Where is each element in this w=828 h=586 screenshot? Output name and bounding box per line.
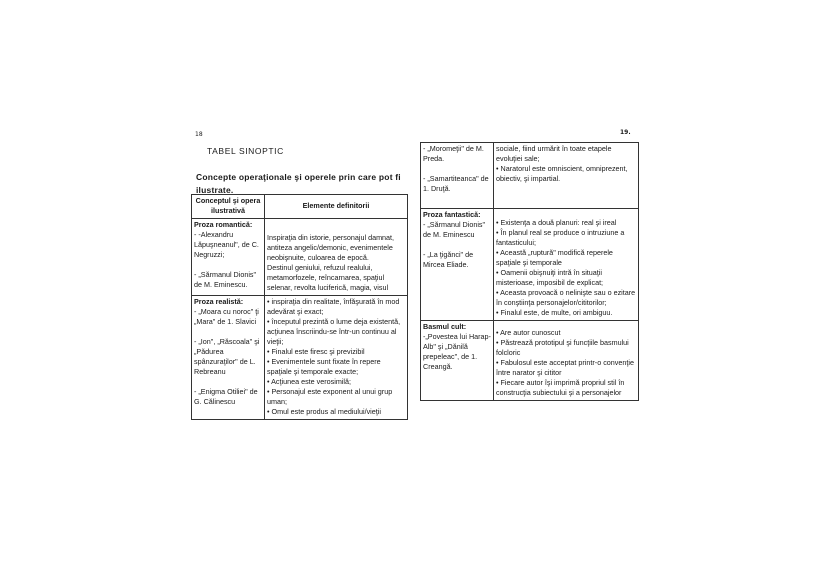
right-synoptic-table: [420, 142, 639, 401]
table-row-fantastic: [421, 209, 639, 321]
spacer: [267, 220, 405, 233]
element-item: • Finalul este, de multe, ori ambiguu.: [496, 308, 613, 317]
left-synoptic-table: [191, 194, 408, 420]
table-row-realist-continued: [421, 143, 639, 209]
work-item: - „Moromeţii" de M. Preda.: [423, 144, 484, 163]
concept-cell: [421, 209, 494, 321]
element-item: Destinul geniului, refuzul realului, metamorfozele, reîncarnarea, spaţiul selenar, revolta luciferică, magia, visul: [267, 263, 389, 292]
element-item: • Fiecare autor îşi imprimă propriul stil în construcţia subiectului şi a personajelor: [496, 378, 625, 397]
work-item: - „Sărmanul Dionis" de M. Eminescu.: [194, 270, 257, 289]
element-item: • începutul prezintă o lume deja existentă, acţiunea înscriindu-se într-un continuu al vieţii;: [267, 317, 401, 346]
table-row-realist: [192, 296, 408, 420]
work-item: - „La ţigănci" de Mircea Eliade.: [423, 250, 474, 269]
spacer: [496, 210, 636, 218]
table-row-fairytale: [421, 321, 639, 401]
concept-cell: [192, 219, 265, 296]
page-title: TABEL SINOPTIC: [207, 146, 284, 156]
spacer: [194, 260, 262, 270]
element-item: • Fabulosul este acceptat printr-o convenţie între narator şi cititor: [496, 358, 634, 377]
element-item: • Acţiunea este verosimilă;: [267, 377, 352, 386]
page-subtitle: Concepte operaţionale şi operele prin care pot fi ilustrate.: [196, 172, 401, 195]
work-item: - „Ion", „Răscoala" şi „Pădurea spânzuraţilor" de L. Rebreanu: [194, 337, 260, 376]
element-item: • Finalul este firesc şi previzibil: [267, 347, 365, 356]
element-item: • Are autor cunoscut: [496, 328, 561, 337]
spacer: [194, 327, 262, 337]
element-item: Inspiraţia din istorie, personajul damnat, antiteza angelic/demonic, evenimentele neobişnuite, culoarea de epocă.: [267, 233, 395, 262]
element-item: • Existenţa a două planuri: real şi ireal: [496, 218, 617, 227]
page-number-left: 18: [195, 131, 203, 138]
section-label: Proza romantică:: [194, 220, 253, 229]
spacer: [423, 240, 491, 250]
elements-cell: [265, 219, 408, 296]
spacer: [423, 164, 491, 174]
header-elements: Elemente definitorii: [265, 195, 408, 219]
work-item: - -Alexandru Lăpuşneanul", de C. Negruzzi;: [194, 230, 259, 259]
work-item: - „Enigma Otiliei" de G. Călinescu: [194, 387, 258, 406]
element-item: • Păstrează prototipul şi funcţiile basmului folcloric: [496, 338, 629, 357]
element-item: sociale, fiind urmărit în toate etapele evoluţiei sale;: [496, 144, 612, 163]
concept-cell: [192, 296, 265, 420]
table-header-row: [192, 195, 408, 219]
page-number-right: 19.: [620, 129, 631, 136]
element-item: • Oamenii obişnuiţi intră în situaţii misterioase, imposibil de explicat;: [496, 268, 604, 287]
elements-cell: [494, 143, 639, 209]
section-label: Proza realistă:: [194, 297, 244, 306]
header-concept: Conceptul şi opera ilustrativă: [192, 195, 265, 219]
concept-cell: [421, 143, 494, 209]
work-item: - „Sărmanul Dionis" de M. Eminescu: [423, 220, 486, 239]
element-item: • Personajul este exponent al unui grup uman;: [267, 387, 393, 406]
element-item: • Această „ruptură" modifică reperele spaţiale şi temporale: [496, 248, 613, 267]
section-label: Proza fantastică:: [423, 210, 481, 219]
elements-cell: [494, 209, 639, 321]
concept-cell: [421, 321, 494, 401]
element-item: • Evenimentele sunt fixate în repere spaţiale şi temporale exacte;: [267, 357, 381, 376]
element-item: • În planul real se produce o intruziune a fantasticului;: [496, 228, 625, 247]
element-item: • Aceasta provoacă o nelinişte sau o ezitare în conştiinţa personajelor/cititorilor;: [496, 288, 636, 307]
section-label: Basmul cult:: [423, 322, 467, 331]
element-item: • Naratorul este omniscient, omniprezent, obiectiv, şi impartial.: [496, 164, 628, 183]
work-item: -„Povestea lui Harap-Alb" şi „Dănilă prepeleac", de 1. Creangă.: [423, 332, 491, 371]
spacer: [194, 377, 262, 387]
element-item: • inspiraţia din realitate, înfăşurată în mod adevărat şi exact;: [267, 297, 400, 316]
elements-cell: [265, 296, 408, 420]
spacer: [423, 194, 491, 206]
work-item: - „Moara cu noroc" ţi „Mara" de 1. Slavici: [194, 307, 259, 326]
work-item: - „Samartiteanca" de 1. Druţă.: [423, 174, 489, 193]
elements-cell: [494, 321, 639, 401]
element-item: • Omul este produs al mediului/vieţii: [267, 407, 381, 416]
table-row-romantic: [192, 219, 408, 296]
